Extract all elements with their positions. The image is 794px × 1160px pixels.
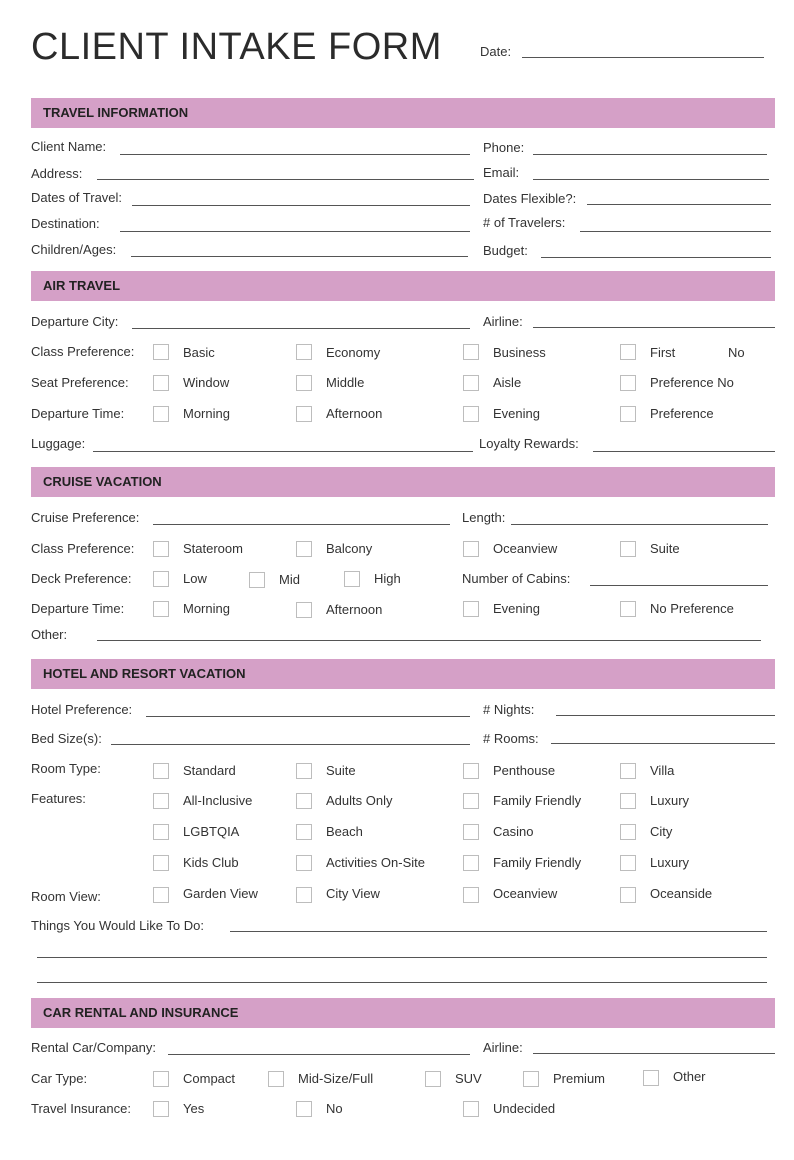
air-class-preference-label: Class Preference: [31,344,135,359]
insurance-yes-label: Yes [183,1101,205,1116]
feature-adults-only-checkbox[interactable] [296,793,312,809]
air-travel-title: AIR TRAVEL [43,278,121,293]
client-name-label: Client Name: [31,139,107,154]
feature-activities-checkbox[interactable] [296,855,312,871]
length-field[interactable] [511,524,768,525]
seat-middle-label: Middle [326,375,365,390]
email-label: Email: [483,165,520,180]
air-travel-header [31,271,775,301]
car-other-checkbox[interactable] [643,1070,659,1086]
feature-beach-label: Beach [326,824,363,839]
air-time-afternoon-checkbox[interactable] [296,406,312,422]
airline-label: Airline: [483,314,523,329]
nights-label: # Nights: [483,702,535,717]
length-label: Length: [462,510,506,525]
date-label: Date: [480,44,512,59]
car-premium-checkbox[interactable] [523,1071,539,1087]
car-suv-checkbox[interactable] [425,1071,441,1087]
children-ages-label: Children/Ages: [31,242,117,257]
travel-information-title: TRAVEL INFORMATION [43,105,189,120]
feature-beach-checkbox[interactable] [296,824,312,840]
view-oceanview-label: Oceanview [493,886,558,901]
num-travelers-label: # of Travelers: [483,215,566,230]
cruise-preference-label: Cruise Preference: [31,510,140,525]
air-time-afternoon-label: Afternoon [326,406,383,421]
destination-field[interactable] [120,231,470,232]
car-rental-title: CAR RENTAL AND INSURANCE [43,1005,239,1020]
seat-no-preference-label: Preference No [650,375,734,390]
room-suite-checkbox[interactable] [296,763,312,779]
class-basic-label: Basic [183,345,215,360]
travel-information-header [31,98,775,128]
class-economy-checkbox[interactable] [296,344,312,360]
feature-lgbtqia-label: LGBTQIA [183,824,240,839]
feature-family-friendly-checkbox[interactable] [463,793,479,809]
feature-luxury-label: Luxury [650,793,690,808]
class-first-checkbox[interactable] [620,344,636,360]
insurance-no-checkbox[interactable] [296,1101,312,1117]
car-rental-header [31,998,775,1028]
feature-all-inclusive-label: All-Inclusive [183,793,253,808]
phone-field[interactable] [533,154,767,155]
view-garden-label: Garden View [183,886,258,901]
seat-aisle-label: Aisle [493,375,522,390]
air-time-evening-checkbox[interactable] [463,406,479,422]
feature-casino-checkbox[interactable] [463,824,479,840]
class-economy-label: Economy [326,345,381,360]
nights-field[interactable] [556,715,775,716]
form-title: CLIENT INTAKE FORM [31,26,442,68]
cruise-suite-label: Suite [650,541,680,556]
view-garden-checkbox[interactable] [153,887,169,903]
seat-window-label: Window [183,375,230,390]
other-label: Other: [31,627,68,642]
room-villa-label: Villa [650,763,675,778]
cruise-time-afternoon-checkbox[interactable] [296,602,312,618]
other-field[interactable] [97,640,761,641]
car-compact-label: Compact [183,1071,236,1086]
hotel-preference-field[interactable] [146,716,470,717]
cruise-stateroom-checkbox[interactable] [153,541,169,557]
feature-lgbtqia-checkbox[interactable] [153,824,169,840]
feature-adults-only-label: Adults Only [326,793,393,808]
air-time-morning-label: Morning [183,406,230,421]
cruise-time-afternoon-label: Afternoon [326,602,383,617]
things-to-do-label: Things You Would Like To Do: [31,918,204,933]
cruise-time-evening-checkbox[interactable] [463,601,479,617]
feature-city-label: City [650,824,673,839]
cruise-time-no-preference-label: No Preference [650,601,734,616]
car-midsize-label: Mid-Size/Full [298,1071,374,1086]
deck-low-label: Low [183,571,207,586]
hotel-resort-title: HOTEL AND RESORT VACATION [43,666,246,681]
luggage-label: Luggage: [31,436,86,451]
cruise-class-preference-label: Class Preference: [31,541,135,556]
budget-field[interactable] [541,257,771,258]
car-suv-label: SUV [455,1071,482,1086]
feature-luxury-2-label: Luxury [650,855,690,870]
deck-mid-checkbox[interactable] [249,572,265,588]
budget-label: Budget: [483,243,528,258]
feature-luxury-checkbox[interactable] [620,793,636,809]
class-basic-checkbox[interactable] [153,344,169,360]
deck-high-label: High [374,571,401,586]
class-business-label: Business [493,345,546,360]
airline-field[interactable] [533,327,775,328]
room-standard-checkbox[interactable] [153,763,169,779]
loyalty-rewards-field[interactable] [593,451,775,452]
seat-aisle-checkbox[interactable] [463,375,479,391]
insurance-undecided-label: Undecided [493,1101,556,1116]
cruise-balcony-label: Balcony [326,541,373,556]
deck-mid-label: Mid [279,572,300,587]
seat-preference-label: Seat Preference: [31,375,129,390]
number-of-cabins-field[interactable] [590,585,768,586]
dates-of-travel-label: Dates of Travel: [31,190,123,205]
car-type-label: Car Type: [31,1071,88,1086]
bed-size-label: Bed Size(s): [31,731,102,746]
feature-kids-club-label: Kids Club [183,855,239,870]
cruise-stateroom-label: Stateroom [183,541,243,556]
cruise-time-morning-checkbox[interactable] [153,601,169,617]
things-to-do-line-3[interactable] [37,982,767,983]
feature-family-friendly-label: Family Friendly [493,793,582,808]
phone-label: Phone: [483,140,525,155]
car-airline-field[interactable] [533,1053,775,1054]
view-city-checkbox[interactable] [296,887,312,903]
departure-city-field[interactable] [132,328,470,329]
hotel-resort-header [31,659,775,689]
cruise-preference-field[interactable] [153,524,450,525]
children-ages-field[interactable] [131,256,468,257]
email-field[interactable] [533,179,769,180]
air-departure-time-label: Departure Time: [31,406,125,421]
dates-flexible-label: Dates Flexible?: [483,191,577,206]
rooms-label: # Rooms: [483,731,539,746]
cruise-balcony-checkbox[interactable] [296,541,312,557]
cruise-oceanview-checkbox[interactable] [463,541,479,557]
departure-city-label: Departure City: [31,314,119,329]
bed-size-field[interactable] [111,744,470,745]
rental-company-label: Rental Car/Company: [31,1040,156,1055]
destination-label: Destination: [31,216,100,231]
things-to-do-field[interactable] [230,931,767,932]
feature-casino-label: Casino [493,824,534,839]
room-villa-checkbox[interactable] [620,763,636,779]
loyalty-rewards-label: Loyalty Rewards: [479,436,579,451]
number-of-cabins-label: Number of Cabins: [462,571,571,586]
luggage-field[interactable] [93,451,473,452]
cruise-oceanview-label: Oceanview [493,541,558,556]
class-no-label: No [728,345,745,360]
travel-insurance-label: Travel Insurance: [31,1101,131,1116]
feature-family-friendly-2-checkbox[interactable] [463,855,479,871]
feature-kids-club-checkbox[interactable] [153,855,169,871]
rental-company-field[interactable] [168,1054,470,1055]
deck-preference-label: Deck Preference: [31,571,132,586]
cruise-vacation-title: CRUISE VACATION [43,474,162,489]
car-compact-checkbox[interactable] [153,1071,169,1087]
feature-city-checkbox[interactable] [620,824,636,840]
insurance-undecided-checkbox[interactable] [463,1101,479,1117]
class-business-checkbox[interactable] [463,344,479,360]
car-airline-label: Airline: [483,1040,523,1055]
view-oceanview-checkbox[interactable] [463,887,479,903]
car-midsize-checkbox[interactable] [268,1071,284,1087]
view-oceanside-checkbox[interactable] [620,887,636,903]
seat-window-checkbox[interactable] [153,375,169,391]
seat-no-preference-checkbox[interactable] [620,375,636,391]
air-time-morning-checkbox[interactable] [153,406,169,422]
rooms-field[interactable] [551,743,775,744]
room-view-label: Room View: [31,889,101,904]
cruise-suite-checkbox[interactable] [620,541,636,557]
room-standard-label: Standard [183,763,236,778]
dates-flexible-field[interactable] [587,204,771,205]
features-label: Features: [31,791,86,806]
room-type-label: Room Type: [31,761,101,776]
num-travelers-field[interactable] [580,231,771,232]
things-to-do-line-2[interactable] [37,957,767,958]
class-first-label: First [650,345,676,360]
air-time-preference-label: Preference [650,406,714,421]
feature-family-friendly-2-label: Family Friendly [493,855,582,870]
view-oceanside-label: Oceanside [650,886,713,901]
cruise-vacation-header [31,467,775,497]
insurance-no-label: No [326,1101,343,1116]
air-time-evening-label: Evening [493,406,540,421]
deck-low-checkbox[interactable] [153,571,169,587]
date-field[interactable] [522,57,764,58]
feature-activities-label: Activities On-Site [326,855,425,870]
seat-middle-checkbox[interactable] [296,375,312,391]
feature-all-inclusive-checkbox[interactable] [153,793,169,809]
room-penthouse-checkbox[interactable] [463,763,479,779]
hotel-preference-label: Hotel Preference: [31,702,133,717]
cruise-time-evening-label: Evening [493,601,540,616]
client-name-field[interactable] [120,154,470,155]
car-premium-label: Premium [553,1071,606,1086]
room-suite-label: Suite [326,763,356,778]
room-penthouse-label: Penthouse [493,763,556,778]
cruise-departure-time-label: Departure Time: [31,601,125,616]
address-field[interactable] [97,179,474,180]
car-other-label: Other [673,1069,706,1084]
cruise-time-morning-label: Morning [183,601,230,616]
insurance-yes-checkbox[interactable] [153,1101,169,1117]
feature-luxury-2-checkbox[interactable] [620,855,636,871]
deck-high-checkbox[interactable] [344,571,360,587]
address-label: Address: [31,166,83,181]
view-city-label: City View [326,886,380,901]
cruise-time-no-preference-checkbox[interactable] [620,601,636,617]
dates-of-travel-field[interactable] [132,205,470,206]
air-time-preference-checkbox[interactable] [620,406,636,422]
